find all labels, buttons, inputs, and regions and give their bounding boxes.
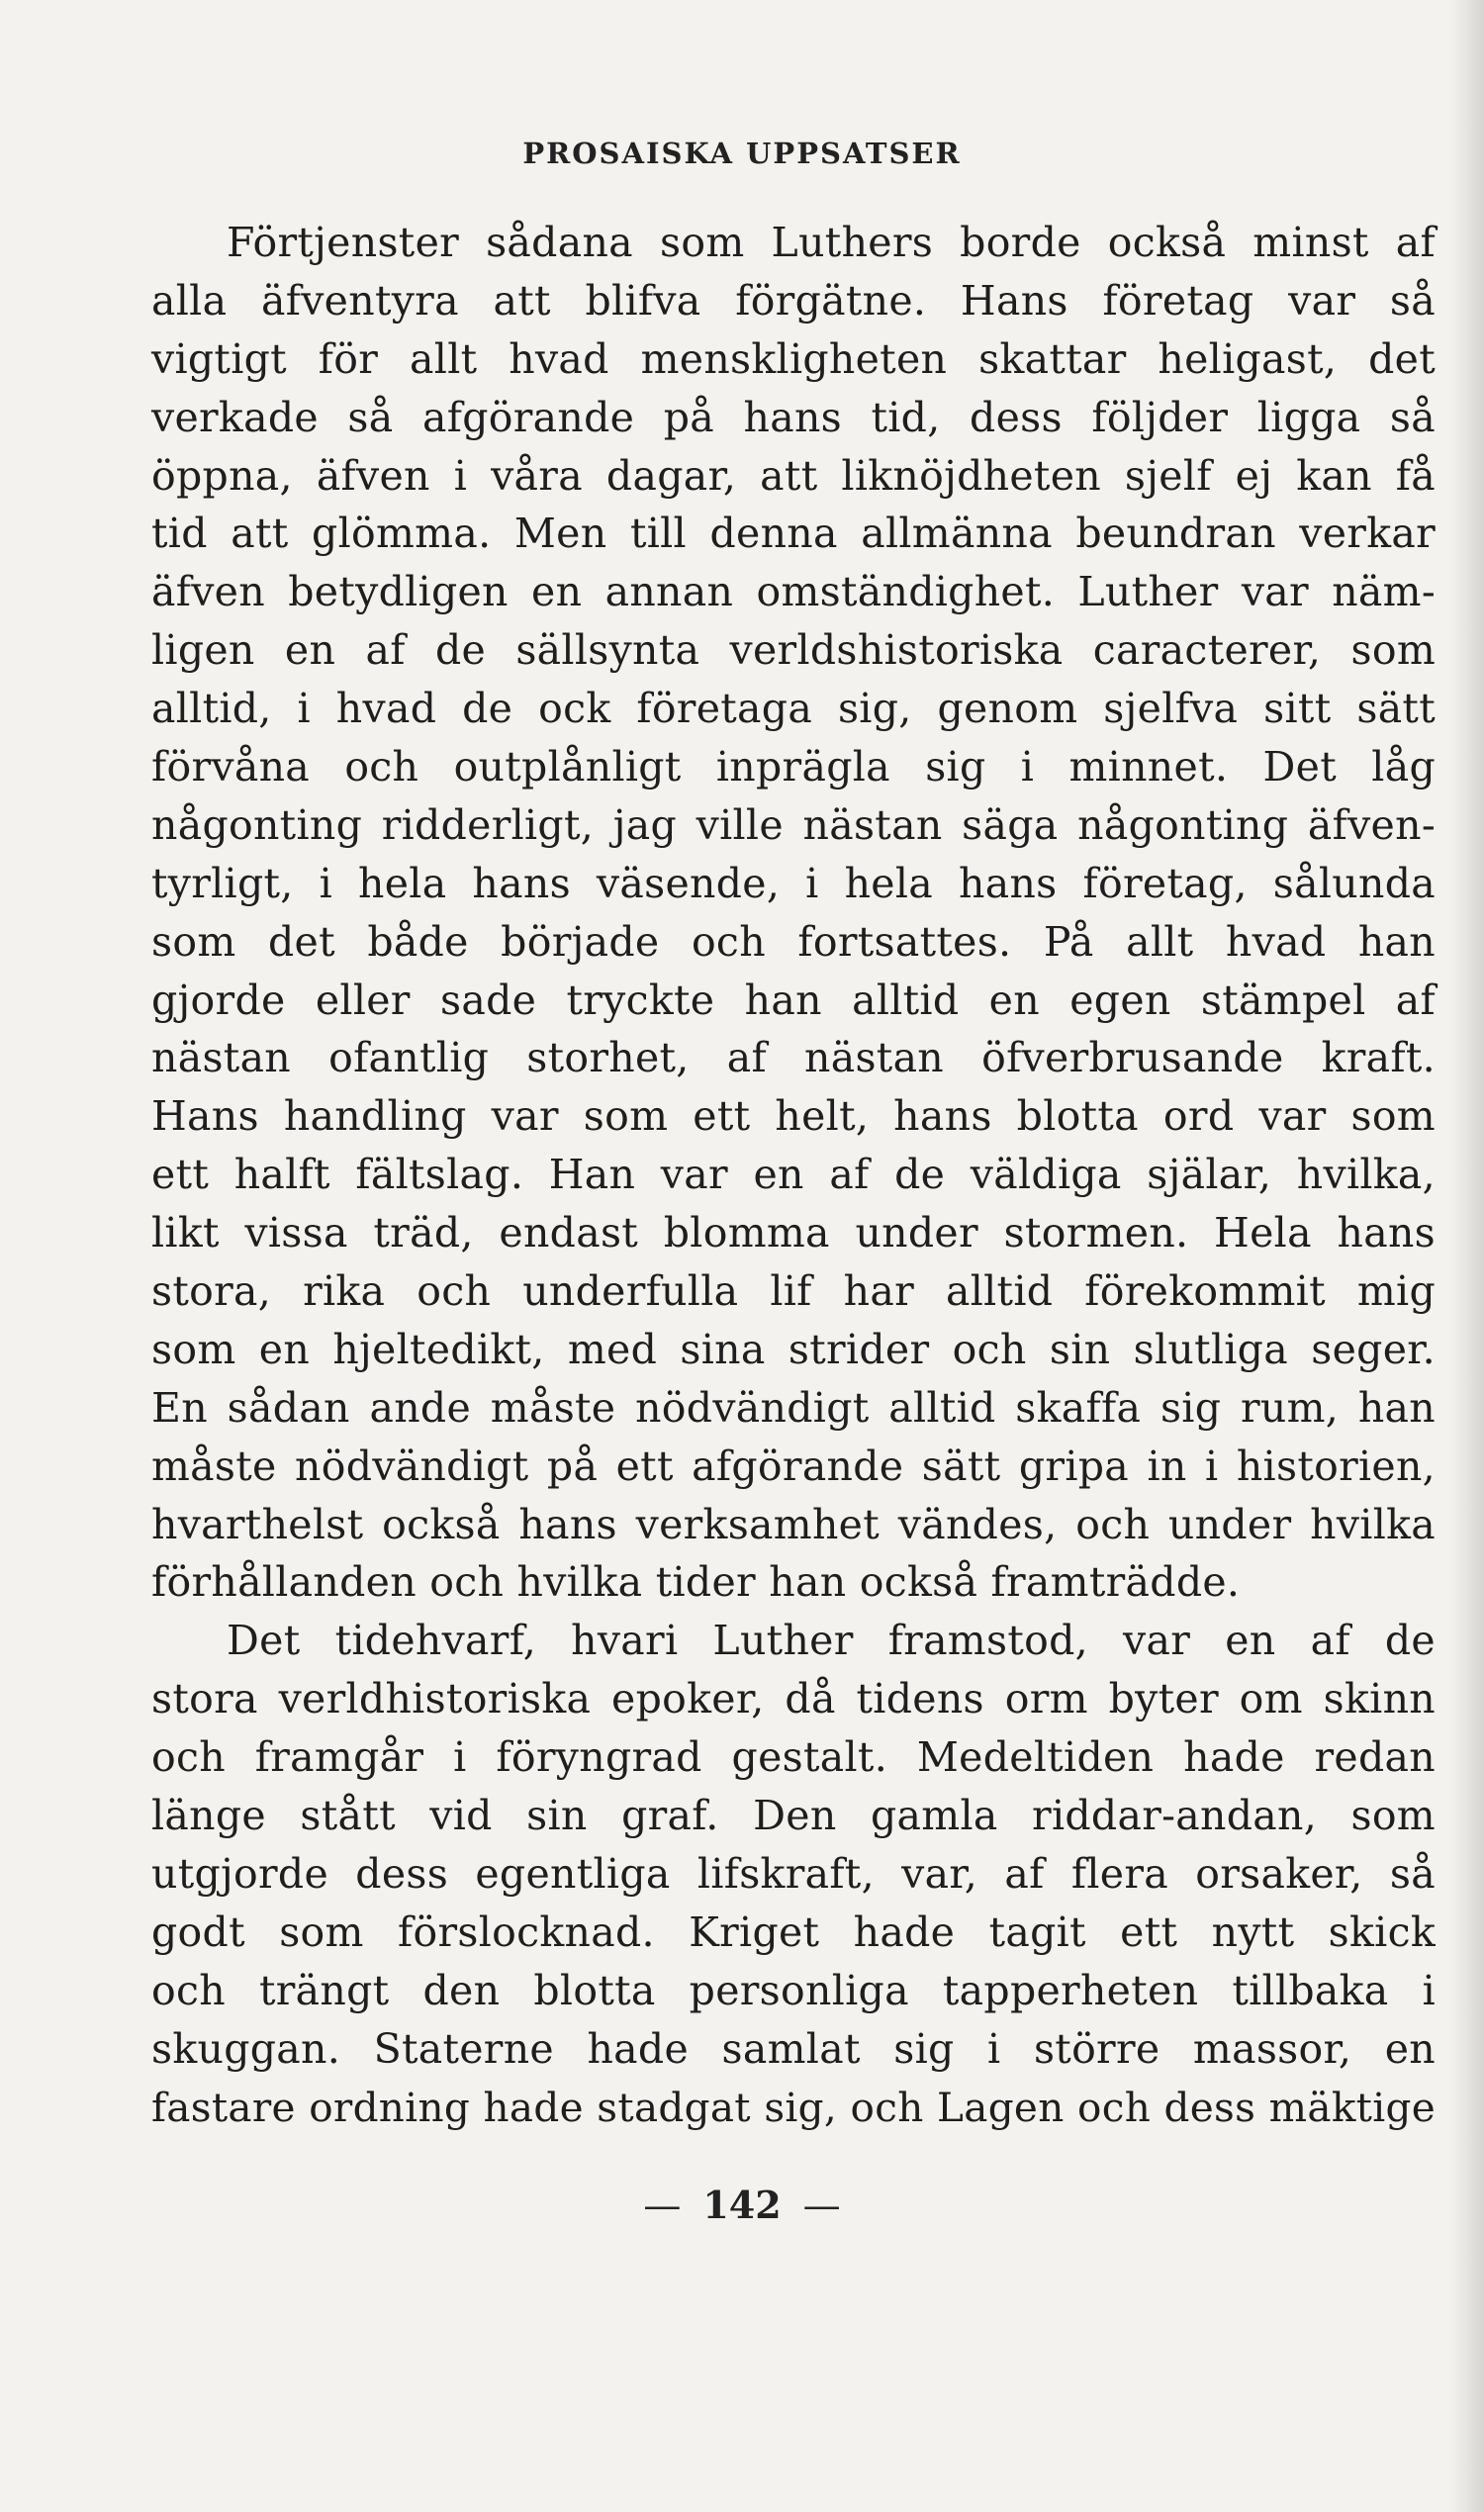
text-line: gjorde eller sade tryckte han alltid en egen stämpel af <box>151 976 1436 1024</box>
page-number: 142 <box>702 2183 782 2227</box>
folio-dash-left: — <box>643 2184 682 2227</box>
text-line: skuggan. Staterne hade samlat sig i större massor, en <box>151 2024 1436 2073</box>
text-line: öppna, äfven i våra dagar, att liknöjdheten sjelf ej kan få <box>151 451 1436 500</box>
text-line: tyrligt, i hela hans väsende, i hela hans företag, sålunda <box>151 859 1436 907</box>
text-line: måste nödvändigt på ett afgörande sätt gripa in i historien, <box>151 1442 1436 1490</box>
folio-dash-right: — <box>802 2184 841 2227</box>
text-line: länge stått vid sin graf. Den gamla riddar-andan, som <box>151 1792 1436 1840</box>
page-edge-shadow <box>1450 0 1484 2512</box>
text-line: förvåna och outplånligt inprägla sig i minnet. Det låg <box>151 743 1436 791</box>
text-line: ligen en af de sällsynta verldshistoriska caracterer, som <box>151 626 1436 675</box>
text-line: förhållanden och hvilka tider han också framträdde. <box>151 1558 1241 1607</box>
text-line: utgjorde dess egentliga lifskraft, var, af flera orsaker, så <box>151 1849 1436 1898</box>
text-line: tid att glömma. Men till denna allmänna beundran verkar <box>151 510 1436 558</box>
text-line: godt som förslocknad. Kriget hade tagit ett nytt skick <box>151 1907 1436 1956</box>
running-head: PROSAISKA UPPSATSER <box>522 137 962 170</box>
body-text <box>151 214 1436 2136</box>
text-line: Det tidehvarf, hvari Luther framstod, var en af de <box>227 1617 1436 1665</box>
text-line: Hans handling var som ett helt, hans blotta ord var som <box>151 1092 1436 1141</box>
text-line: ett halft fältslag. Han var en af de väldiga själar, hvilka, <box>151 1151 1436 1199</box>
text-line: hvarthelst också hans verksamhet vändes, och under hvilka <box>151 1500 1436 1548</box>
text-line: och framgår i föryngrad gestalt. Medeltiden hade redan <box>151 1733 1436 1782</box>
text-line: som det både började och fortsattes. På allt hvad han <box>151 917 1436 966</box>
text-line: stora, rika och underfulla lif har alltid förekommit mig <box>151 1267 1436 1316</box>
text-line: likt vissa träd, endast blomma under stormen. Hela hans <box>151 1209 1436 1257</box>
text-line: Förtjenster sådana som Luthers borde också minst af <box>227 219 1436 266</box>
text-line: alltid, i hvad de ock företaga sig, genom sjelfva sitt sätt <box>151 685 1436 733</box>
text-line: äfven betydligen en annan omständighet. Luther var näm- <box>151 568 1436 616</box>
text-line: En sådan ande måste nödvändigt alltid skaffa sig rum, han <box>151 1383 1436 1432</box>
text-line: som en hjeltedikt, med sina strider och sin slutliga seger. <box>151 1325 1436 1373</box>
text-line: och trängt den blotta personliga tapperheten tillbaka i <box>151 1966 1436 2014</box>
text-line: vigtigt för allt hvad menskligheten skattar heligast, det <box>151 334 1436 383</box>
text-line: fastare ordning hade stadgat sig, och Lagen och dess mäktige <box>151 2083 1436 2131</box>
page-number-footer <box>0 2183 1484 2227</box>
text-line: stora verldhistoriska epoker, då tidens orm byter om skinn <box>151 1675 1436 1723</box>
text-line: nästan ofantlig storhet, af nästan öfverbrusande kraft. <box>151 1034 1436 1082</box>
text-line: verkade så afgörande på hans tid, dess följder ligga så <box>151 393 1436 441</box>
text-line: någonting ridderligt, jag ville nästan säga någonting äfven- <box>151 800 1436 849</box>
text-line: alla äfventyra att blifva förgätne. Hans företag var så <box>151 276 1436 325</box>
